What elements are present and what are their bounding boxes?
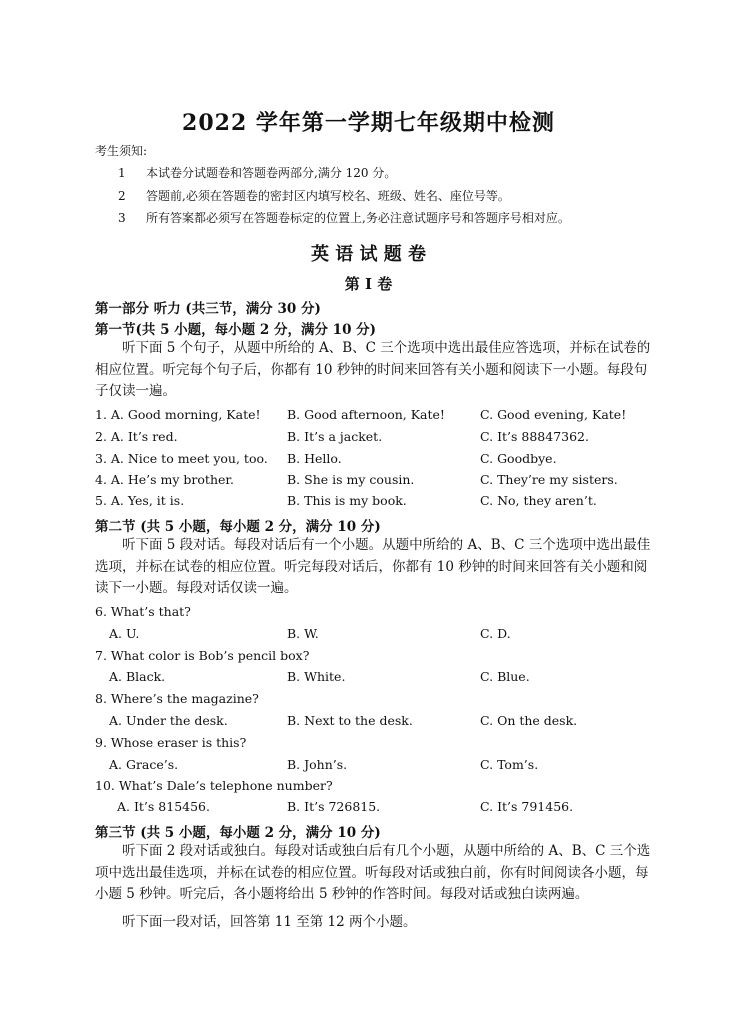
part-heading: 第一部分 听力 (共三节，满分 30 分): [95, 301, 321, 317]
option-a: 2. A. It’s red.: [95, 429, 178, 444]
option-c: C. Blue.: [480, 669, 530, 684]
notice-text: 所有答案都必须写在答题卷标定的位置上,务必注意试题序号和答题序号相对应。: [146, 211, 570, 225]
option-c: C. It’s 791456.: [480, 799, 574, 814]
option-a: A. Under the desk.: [109, 713, 228, 728]
notice-number: 3: [118, 211, 126, 225]
notice-text: 本试卷分试题卷和答题卷两部分,满分 120 分。: [146, 166, 397, 180]
option-b: B. Next to the desk.: [287, 713, 413, 728]
question-stem: 6. What’s that?: [95, 604, 191, 619]
section2-instructions: 听下面 5 段对话。每段对话后有一个小题。从题中所给的 A、B、C 三个选项中选出最佳选项，并标在试卷的相应位置。听完每段对话后，你都有 10 秒钟的时间来回答有关小题和阅读下一小题。每段对话仅读一遍。: [95, 537, 651, 596]
listening-note: 听下面一段对话，回答第 11 至第 12 两个小题。: [122, 914, 417, 930]
notice-item: [118, 187, 510, 204]
option-c: C. D.: [480, 626, 511, 641]
option-b: B. Hello.: [287, 451, 342, 466]
option-b: B. This is my book.: [287, 493, 407, 508]
volume-label: 第 I 卷: [344, 275, 393, 293]
option-b: B. White.: [287, 669, 346, 684]
notice-number: 2: [118, 189, 126, 203]
notice-item: [118, 209, 570, 226]
option-b: B. She is my cousin.: [287, 472, 415, 487]
option-a: A. Grace’s.: [109, 757, 179, 772]
option-b: B. It’s a jacket.: [287, 429, 383, 444]
section3-instructions: 听下面 2 段对话或独白。每段对话或独白后有几个小题，从题中所给的 A、B、C 三个选项中选出最佳选项，并标在试卷的相应位置。听每段对话或独白前，你有时间阅读各小题，每小题 5 秒钟。听完后，各小题将给出 5 秒钟的作答时间。每段对话或独白读两遍。: [95, 843, 651, 902]
option-b: B. W.: [287, 626, 319, 641]
paper-title: 英 语 试 题 卷: [310, 244, 427, 265]
question-stem: 9. Whose eraser is this?: [95, 735, 247, 750]
section3-heading: 第三节 (共 5 小题，每小题 2 分，满分 10 分): [95, 825, 381, 841]
section1-instructions: 听下面 5 个句子，从题中所给的 A、B、C 三个选项中选出最佳应答选项，并标在试卷的相应位置。听完每个句子后，你都有 10 秒钟的时间来回答有关小题和阅读下一小题。每段句子仅读一遍。: [95, 340, 651, 399]
option-c: C. Tom’s.: [480, 757, 539, 772]
question-stem: 10. What’s Dale’s telephone number?: [95, 778, 333, 793]
option-b: B. Good afternoon, Kate!: [287, 407, 445, 422]
exam-title: 2022 学年第一学期七年级期中检测: [182, 110, 555, 136]
option-a: A. It’s 815456.: [117, 799, 210, 814]
section1-heading: 第一节(共 5 小题，每小题 2 分，满分 10 分): [95, 322, 377, 338]
option-c: C. Goodbye.: [480, 451, 557, 466]
option-b: B. It’s 726815.: [287, 799, 381, 814]
notice-heading: 考生须知:: [95, 144, 148, 158]
section2-heading: 第二节 (共 5 小题，每小题 2 分，满分 10 分): [95, 519, 381, 535]
question-stem: 8. Where’s the magazine?: [95, 691, 259, 706]
option-a: A. Black.: [109, 669, 166, 684]
option-a: A. U.: [109, 626, 140, 641]
notice-number: 1: [118, 166, 126, 180]
option-c: C. On the desk.: [480, 713, 578, 728]
option-a: 5. A. Yes, it is.: [95, 493, 185, 508]
option-c: C. It’s 88847362.: [480, 429, 589, 444]
option-b: B. John’s.: [287, 757, 348, 772]
option-a: 4. A. He’s my brother.: [95, 472, 234, 487]
notice-text: 答题前,必须在答题卷的密封区内填写校名、班级、姓名、座位号等。: [146, 189, 510, 203]
question-stem: 7. What color is Bob’s pencil box?: [95, 648, 310, 663]
option-c: C. Good evening, Kate!: [480, 407, 627, 422]
notice-item: [118, 164, 396, 181]
option-a: 3. A. Nice to meet you, too.: [95, 451, 268, 466]
option-a: 1. A. Good morning, Kate!: [95, 407, 261, 422]
option-c: C. They’re my sisters.: [480, 472, 618, 487]
option-c: C. No, they aren’t.: [480, 493, 597, 508]
